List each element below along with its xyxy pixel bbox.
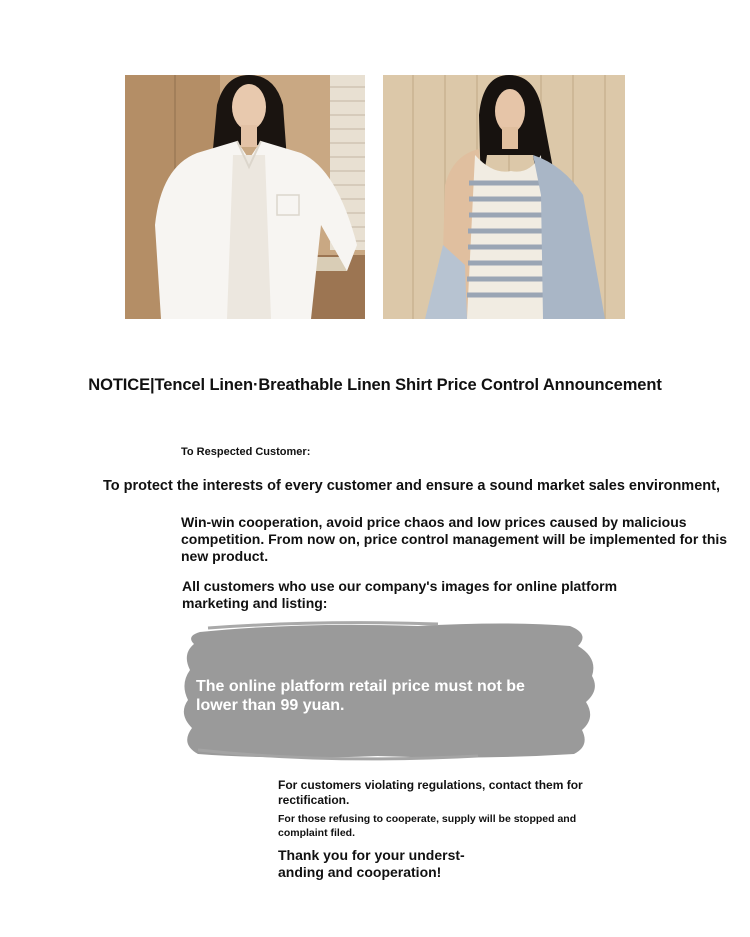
thanks-text [278,847,498,881]
notice-title: NOTICE|Tencel Linen·Breathable Linen Shirt Price Control Announcement [88,376,662,394]
greeting-text: To Respected Customer: [181,446,311,458]
price-limit-text: The online platform retail price must not be lower than 99 yuan. [196,678,525,714]
cooperation-paragraph: Win-win cooperation, avoid price chaos and low prices caused by malicious competition. From now on, price control management will be implemented for this new product. [181,514,728,564]
refusal-text: For those refusing to cooperate, supply will be stopped and complaint filed. [278,813,577,839]
thanks-line-1: Thank you for your underst- [278,847,465,863]
intro-text: To protect the interests of every customer and ensure a sound market sales environment, [103,478,720,494]
thanks-line-2: anding and cooperation! [278,864,442,880]
model-white-shirt-illustration [125,75,365,319]
product-photo-white-shirt [125,75,365,319]
violation-text: For customers violating regulations, contact them for rectification. [278,778,583,807]
model-striped-tank-illustration [383,75,625,319]
image-usage-paragraph: All customers who use our company's images for online platform marketing and listing: [182,578,618,611]
product-photo-striped-tank [383,75,625,319]
